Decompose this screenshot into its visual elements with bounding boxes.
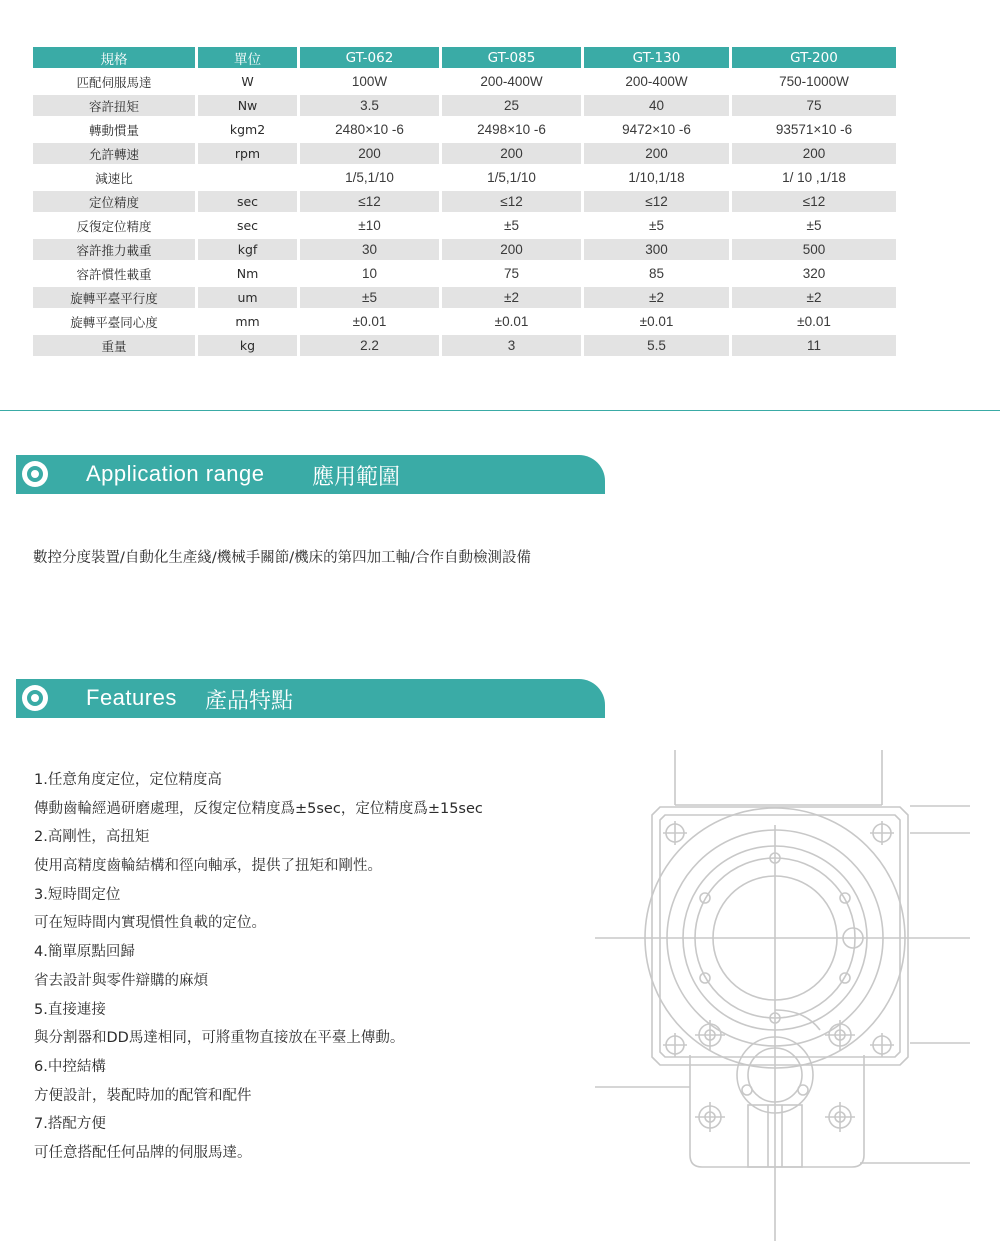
feature-heading: 5.直接連接: [34, 1001, 106, 1018]
spec-row: [33, 215, 896, 236]
header-gt-200: GT-200: [732, 47, 896, 68]
spec-row-unit: sec: [198, 191, 297, 212]
spec-cell: 10: [300, 263, 439, 284]
spec-row-label: 容許推力載重: [33, 239, 195, 260]
header-gt-130: GT-130: [584, 47, 729, 68]
spec-cell: ±0.01: [732, 311, 896, 332]
spec-cell: 3.5: [300, 95, 439, 116]
spec-header-row: [33, 47, 896, 68]
spec-cell: 200-400W: [584, 71, 729, 92]
feature-description: 與分割器和DD馬達相同，可將重物直接放在平臺上傳動。: [34, 1030, 405, 1047]
spec-cell: ≤12: [442, 191, 581, 212]
spec-cell: ≤12: [732, 191, 896, 212]
spec-cell: ±5: [732, 215, 896, 236]
spec-cell: 75: [732, 95, 896, 116]
spec-row: [33, 95, 896, 116]
spec-cell: 1/5,1/10: [300, 167, 439, 188]
feature-description: 方便設計，裝配時加的配管和配件: [34, 1087, 252, 1104]
rotary-table-technical-drawing: [590, 745, 990, 1241]
spec-cell: 85: [584, 263, 729, 284]
spec-cell: 100W: [300, 71, 439, 92]
circle-bullet-icon: [22, 461, 48, 487]
spec-row-unit: Nw: [198, 95, 297, 116]
spec-cell: 500: [732, 239, 896, 260]
spec-row: [33, 311, 896, 332]
spec-cell: 75: [442, 263, 581, 284]
features-title-en: Features: [86, 685, 177, 710]
spec-row: [33, 191, 896, 212]
spec-row: [33, 119, 896, 140]
spec-row-label: 反復定位精度: [33, 215, 195, 236]
spec-row-label: 轉動慣量: [33, 119, 195, 140]
spec-row-label: 容許慣性載重: [33, 263, 195, 284]
spec-row: [33, 287, 896, 308]
spec-row-label: 允許轉速: [33, 143, 195, 164]
application-title-zh: 應用範圍: [312, 465, 401, 490]
spec-cell: 300: [584, 239, 729, 260]
spec-cell: 200: [732, 143, 896, 164]
spec-row-unit: mm: [198, 311, 297, 332]
spec-cell: ±0.01: [584, 311, 729, 332]
spec-cell: ±10: [300, 215, 439, 236]
features-header: [16, 679, 605, 718]
header-gt-085: GT-085: [442, 47, 581, 68]
spec-row-unit: kgf: [198, 239, 297, 260]
feature-heading: 1.任意角度定位，定位精度高: [34, 772, 222, 788]
drawing-outline: [595, 750, 970, 1241]
spec-cell: 200: [442, 239, 581, 260]
circle-bullet-icon: [22, 685, 48, 711]
header-unit: 單位: [198, 47, 297, 68]
feature-heading: 2.高剛性，高扭矩: [34, 829, 150, 846]
spec-cell: 200-400W: [442, 71, 581, 92]
spec-row-label: 重量: [33, 335, 195, 356]
spec-cell: ±0.01: [442, 311, 581, 332]
spec-cell: 9472×10 -6: [584, 119, 729, 140]
feature-description: 可在短時間内實現慣性負載的定位。: [34, 915, 266, 932]
spec-row: [33, 71, 896, 92]
spec-row-unit: kg: [198, 335, 297, 356]
spec-row-label: 定位精度: [33, 191, 195, 212]
spec-row-unit: rpm: [198, 143, 297, 164]
feature-heading: 6.中控結構: [34, 1058, 106, 1075]
spec-cell: ±2: [442, 287, 581, 308]
spec-row: [33, 263, 896, 284]
spec-row-unit: sec: [198, 215, 297, 236]
spec-row-label: 旋轉平臺平行度: [33, 287, 195, 308]
spec-cell: 3: [442, 335, 581, 356]
spec-cell: ±2: [584, 287, 729, 308]
spec-row: [33, 335, 896, 356]
spec-cell: 2480×10 -6: [300, 119, 439, 140]
feature-description: 使用高精度齒輪結構和徑向軸承，提供了扭矩和剛性。: [34, 858, 382, 875]
spec-row-unit: kgm2: [198, 119, 297, 140]
spec-cell: 750-1000W: [732, 71, 896, 92]
feature-heading: 7.搭配方便: [34, 1116, 106, 1133]
spec-cell: 11: [732, 335, 896, 356]
application-text: 數控分度裝置/自動化生產綫/機械手關節/機床的第四加工軸/合作自動檢測設備: [33, 550, 532, 566]
spec-cell: 2.2: [300, 335, 439, 356]
header-gt-062: GT-062: [300, 47, 439, 68]
spec-cell: 1/5,1/10: [442, 167, 581, 188]
spec-table: [30, 44, 899, 359]
feature-description: 可任意搭配任何品牌的伺服馬達。: [34, 1144, 252, 1161]
spec-row-unit: W: [198, 71, 297, 92]
spec-cell: 200: [300, 143, 439, 164]
feature-description: 省去設計與零件辯購的麻煩: [34, 972, 208, 989]
spec-cell: ±5: [584, 215, 729, 236]
spec-row: [33, 167, 896, 188]
features-title-zh: 產品特點: [205, 689, 294, 714]
spec-cell: 1/ 10 ,1/18: [732, 167, 896, 188]
feature-description: 傳動齒輪經過研磨處理，反復定位精度爲±5sec，定位精度爲±15sec: [34, 800, 483, 817]
feature-heading: 3.短時間定位: [34, 886, 121, 903]
spec-row-unit: [198, 167, 297, 188]
spec-row: [33, 239, 896, 260]
spec-cell: ±0.01: [300, 311, 439, 332]
spec-cell: ±5: [442, 215, 581, 236]
spec-cell: 200: [442, 143, 581, 164]
spec-cell: ≤12: [584, 191, 729, 212]
spec-cell: 25: [442, 95, 581, 116]
header-spec: 規格: [33, 47, 195, 68]
application-range-header: [16, 455, 605, 494]
spec-cell: 200: [584, 143, 729, 164]
spec-row-unit: Nm: [198, 263, 297, 284]
spec-cell: 1/10,1/18: [584, 167, 729, 188]
spec-cell: 5.5: [584, 335, 729, 356]
spec-cell: 93571×10 -6: [732, 119, 896, 140]
application-title-en: Application range: [86, 461, 265, 486]
spec-cell: 30: [300, 239, 439, 260]
spec-row: [33, 143, 896, 164]
spec-cell: ±5: [300, 287, 439, 308]
spec-cell: ±2: [732, 287, 896, 308]
feature-heading: 4.簡單原點回歸: [34, 944, 135, 961]
spec-row-label: 容許扭矩: [33, 95, 195, 116]
spec-row-unit: um: [198, 287, 297, 308]
spec-cell: 40: [584, 95, 729, 116]
spec-row-label: 旋轉平臺同心度: [33, 311, 195, 332]
section-divider: [0, 410, 1000, 411]
features-list: [34, 769, 594, 1171]
spec-cell: 320: [732, 263, 896, 284]
spec-row-label: 匹配伺服馬達: [33, 71, 195, 92]
spec-cell: 2498×10 -6: [442, 119, 581, 140]
spec-table-body: [33, 71, 896, 356]
spec-row-label: 減速比: [33, 167, 195, 188]
spec-cell: ≤12: [300, 191, 439, 212]
